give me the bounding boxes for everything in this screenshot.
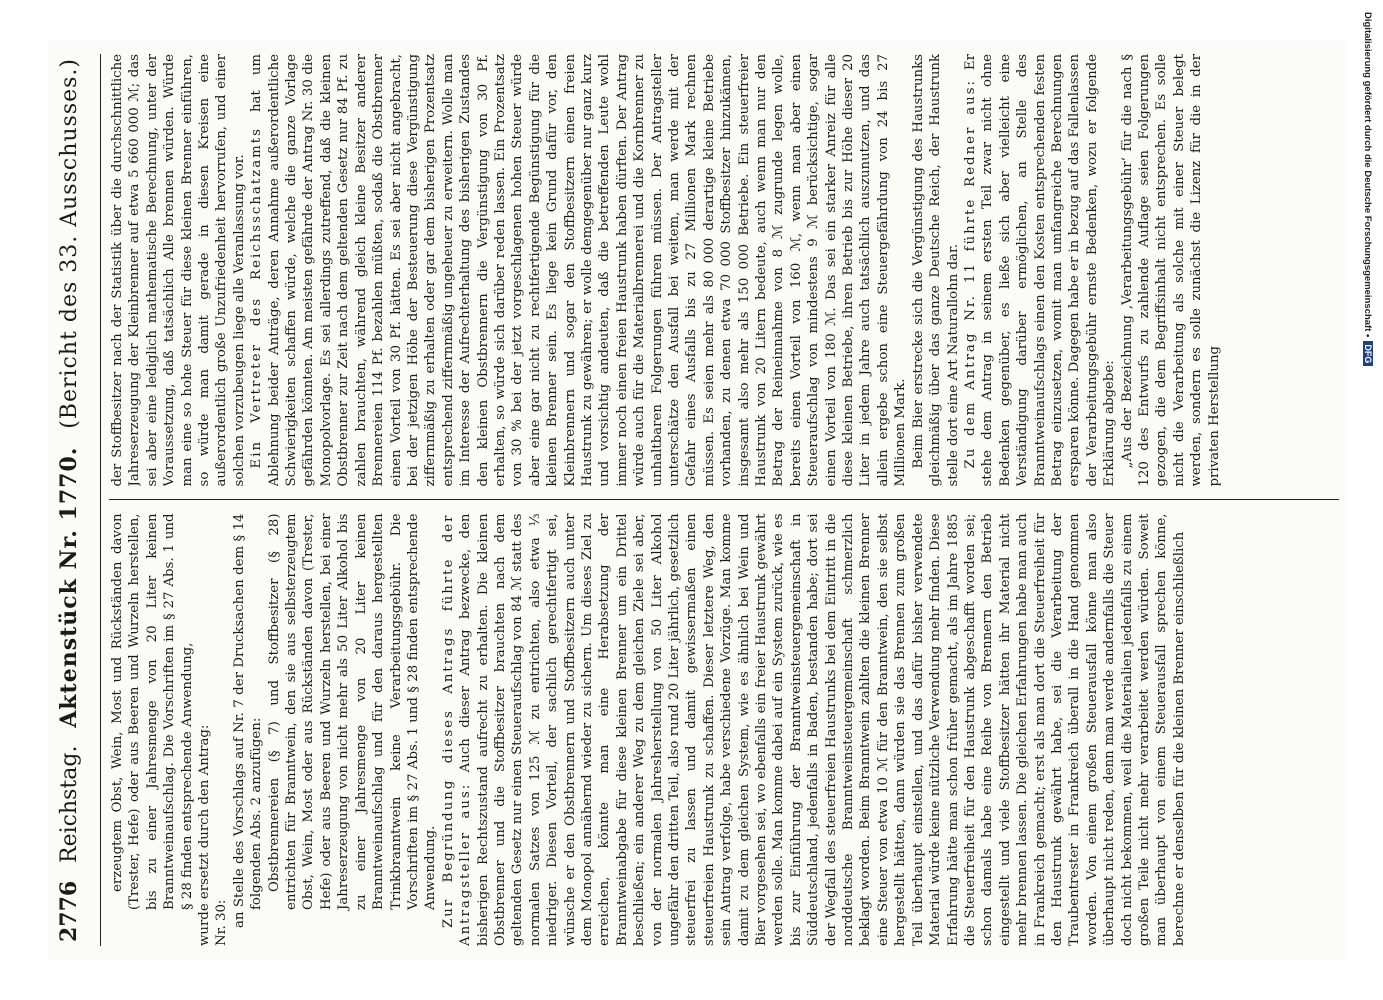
header-center-title: Aktenstück Nr. 1770. <box>56 446 82 728</box>
paragraph: Obstbrennereien (§ 7) und Stoffbesitzer (§ 28) entrichten für Branntwein, den sie aus selbsterzeugtem Obst, Wein, Most oder aus Rückständen davon (Trester, Hefe) oder aus Beeren und Wurzeln herstellen, bei einer Jahreserzeugung von nicht mehr als 50 Liter Alkohol bis zu einer Jahresmenge von 20 Liter keinen Branntweinaufschlag und für den daraus hergestellten Trinkbranntwein keine Verarbeitungsgebühr. Die Vorschriften im § 27 Abs. 1 und § 28 finden entsprechende Anwendung. <box>266 513 439 910</box>
paragraph: an Stelle des Vorschlags auf Nr. 7 der Drucksachen dem § 14 folgenden Abs. 2 anzufügen: <box>231 513 265 928</box>
paragraph: der Stoffbesitzer nach der Statistik über die durchschnittliche Jahreserzeugung der Kleinbrenner auf etwa 5 660 000 ℳ; das sei aber eine lediglich mathematische Berechnung, unter der Voraussetzung, daß tatsächlich Alle brennen würden. Würde man eine so hohe Steuer für diese kleinen Brenner einführen, so würde man damit gerade in diesen Kreisen eine außerordentlich große Unzufriedenheit hervorrufen, und einer solchen vorzubeugen liege alle Veranlassung vor. <box>110 53 247 487</box>
paragraph: Beim Bier erstrecke sich die Vergünstigung des Haustrunks gleichmäßig über das ganze Deutsche Reich, der Haustrunk stelle dort eine Art Naturallohn dar. <box>910 53 961 487</box>
header-right-title: (Bericht des 33. Ausschusses.) <box>57 58 82 429</box>
dfg-badge: DFG <box>1363 341 1373 366</box>
header-left-title: Reichstag. <box>57 745 82 863</box>
rotated-page-content <box>48 40 1348 960</box>
paragraph <box>248 54 909 487</box>
paragraph <box>440 513 1188 946</box>
paragraph: erzeugtem Obst, Wein, Most und Rückständen davon (Trester, Hefe) oder aus Beeren und Wurzeln herstellen, bis zu einer Jahresmenge von 20 Liter keinen Branntweinaufschlag. Die Vorschriften im § 27 Abs. 1 und § 28 finden entsprechende Anwendung, <box>110 513 195 910</box>
paragraph-body: hat um Ablehnung beider Anträge, deren Annahme außerordentliche Schwierigkeiten schaffen würde, welche die ganze Vorlage gefährden könnten. Am meisten gefährde der Antrag Nr. 30 die Monopolvorlage. Es sei allerdings zutreffend, daß die kleinen Obstbrenner zur Zeit nach dem geltenden Gesetz nur 84 Pf. zu zahlen brauchten, während gleich kleine Besitzer anderer Brennereien 114 Pf. bezahlen müßten, sodaß die Obstbrenner einen Vorteil von 30 Pf. hätten. Es sei aber nicht angebracht, bei der jetzigen Höhe der Besteuerung diese Vergünstigung ziffernmäßig zu erhalten oder gar dem bisherigen Prozentsatz entsprechend ziffernmäßig ungeheuer zu erweitern. Wolle man im Interesse der Aufrechterhaltung des bisherigen Zustandes den kleinen Obstbrennern die Vergünstigung von 30 Pf. erhalten, so würde sich darüber reden lassen. Ein Prozentsatz von 30 % bei der jetzt vorgeschlagenen hohen Steuer würde aber eine gar nicht zu rechtfertigende Begünstigung für die kleinen Brenner sein. Es liege kein Grund dafür vor, den Kleinbrennern und sogar den Stoffbesitzern einen freien Haustrunk zu gewähren; er wolle demgegenüber nur ganz kurz und vorsichtig andeuten, daß die betreffenden Leute wohl immer noch einen freien Haustrunk haben dürften. Der Antrag würde auch für die Materialbrennerei und die Kornbrenner zu unhaltbaren Folgerungen führen müssen. Der Antragsteller unterschätze den Ausfall bei weitem, man werde mit der Gefahr eines Ausfalls bis zu 27 Millionen Mark rechnen müssen. Es seien mehr als 80 000 derartige kleine Betriebe vorhanden, zu denen etwa 70 000 Stoffbesitzer hinzukämen, insgesamt also mehr als 150 000 Betriebe. Ein steuerfreier Haustrunk von 20 Litern bedeute, auch wenn man nur den Betrag der Reineinnahme von 8 ℳ zugrunde legen wolle, bereits einen Vorteil von 160 ℳ, wenn man aber einen Steueraufschlag von mindestens 9 ℳ berücksichtige, sogar einen Vorteil von 180 ℳ. Das sei ein starker Anreiz für alle diese kleinen Betriebe, ihren Betrieb bis zur Höhe dieser 20 Liter in jedem Jahre auch tatsächlich auszunutzen, und das allein ergebe schon eine Steuergefährdung von 24 bis 27 Millionen Mark. <box>249 53 909 487</box>
paragraph-lead: Zu dem Antrag Nr. 11 führte Redner aus: <box>962 78 978 469</box>
column-divider <box>109 500 1339 501</box>
left-column <box>109 513 1339 946</box>
motion-number: Nr. 30: <box>214 899 230 946</box>
digitization-note <box>1361 12 1381 712</box>
digitization-text: Digitalisierung gefördert durch die Deutsche Forschungsgemeinschaft • <box>1362 12 1373 338</box>
right-column <box>109 54 1339 487</box>
paragraph <box>962 54 1119 487</box>
digitization-note-text <box>1362 12 1373 366</box>
paragraph-lead: Zur Begründung dieses Antrags führte der Antragsteller aus: <box>440 513 474 946</box>
text-columns <box>109 54 1339 946</box>
paragraph-body: Auch dieser Antrag bezwecke, den bisherigen Rechtszustand aufrecht zu erhalten. Die kleinen Obstbrenner und die Stoffbesitzer brauchten nach dem geltenden Gesetz nur einen Steueraufschlag von 84 ℳ statt des normalen Satzes von 125 ℳ zu entrichten, also etwa ⅓ niedriger. Diesen Vorteil, der sachlich gerechtfertigt sei, wünsche er den Obstbrennern und Stoffbesitzern auch unter dem Monopol annähernd wieder zu sichern. Um dieses Ziel zu erreichen, könnte man eine Herabsetzung der Branntweinabgabe für diese kleinen Brenner um ein Drittel beschließen; ein anderer Weg zu dem gleichen Ziele sei aber, von der normalen Jahresherstellung von 50 Liter Alkohol ungefähr den dritten Teil, also rund 20 Liter jährlich, gesetzlich steuerfrei zu lassen und damit gewissermaßen einen steuerfreien Haustrunk zu schaffen. Dieser letztere Weg, den sein Antrag verfolge, habe verschiedene Vorzüge. Man komme damit zu dem gleichen System, wie es ähnlich bei Wein und Bier vorgesehen sei, wo ebenfalls ein freier Haustrunk gewährt werden solle. Man komme dabei auf ein System zurück, wie es bis zur Einführung der Branntweinsteuergemeinschaft in Süddeutschland, jedenfalls in Baden, bestanden habe; dort sei der Wegfall des steuerfreien Haustrunks bei dem Eintritt in die norddeutsche Branntweinsteuergemeinschaft schmerzlich beklagt worden. Beim Branntwein zahlten die kleinen Brenner eine Steuer von etwa 10 ℳ für den Branntwein, den sie selbst hergestellt hätten, dann würden sie das Brennen zum großen Teil überhaupt einstellen, und das dafür bisher verwendete Material würde keine nützliche Verwendung mehr finden. Diese Erfahrung hätte man schon früher gemacht, als im Jahre 1885 die Steuerfreiheit für den Haustrunk abgeschafft worden sei; schon damals habe eine Reihe von Brennern den Betrieb eingestellt und viele Stoffbesitzer hätten ihr Material nicht mehr brennen lassen. Die gleichen Erfahrungen habe man auch in Frankreich gemacht; erst als man dort die Steuerfreiheit für den Haustrunk gewährt habe, sei die Verarbeitung der Traubentrester in Frankreich überall in die Hand genommen worden. Von einem großen Steuerausfall könne man also überhaupt nicht reden, denn man werde andernfalls die Steuer doch nicht bekommen, weil die Materialien jedenfalls zu einem großen Teile nicht mehr verarbeitet werden würden. Soweit man überhaupt von einem Steuerausfall sprechen könne, berechne er denselben für die kleinen Brenner einschließlich <box>458 513 1187 946</box>
paragraph: wurde ersetzt durch den Antrag: <box>197 724 213 946</box>
page-number: 2776 <box>56 880 82 942</box>
paragraph: „Aus der Bezeichnung ‚Verarbeitungsgebühr‘ für die nach § 120 des Entwurfs zu zahlende Auflage seien Folgerungen gezogen, die dem Begriffsinhalt nicht entsprechen. Es solle nicht die Verarbeitung als solche mit einer Steuer belegt werden, sondern es solle zunächst die Lizenz für die in der privaten Herstellung <box>1119 53 1222 487</box>
paragraph-body: Er stehe dem Antrag in seinem ersten Teil zwar nicht ohne Bedenken gegenüber, es ließe sich aber vielleicht eine Verständigung darüber ermöglichen, an Stelle des Branntweinaufschlags einen den Kosten entsprechenden festen Betrag einzusetzen, womit man umfangreiche Berechnungen ersparen könne. Dagegen habe er in bezug auf das Fallenlassen der Verarbeitungsgebühr ernste Bedenken, wozu er folgende Erklärung abgebe: <box>962 53 1118 487</box>
paragraph-lead: Ein Vertreter des Reichsschatzamts <box>249 127 265 469</box>
page-header <box>56 54 101 946</box>
scanned-page <box>48 40 1348 960</box>
